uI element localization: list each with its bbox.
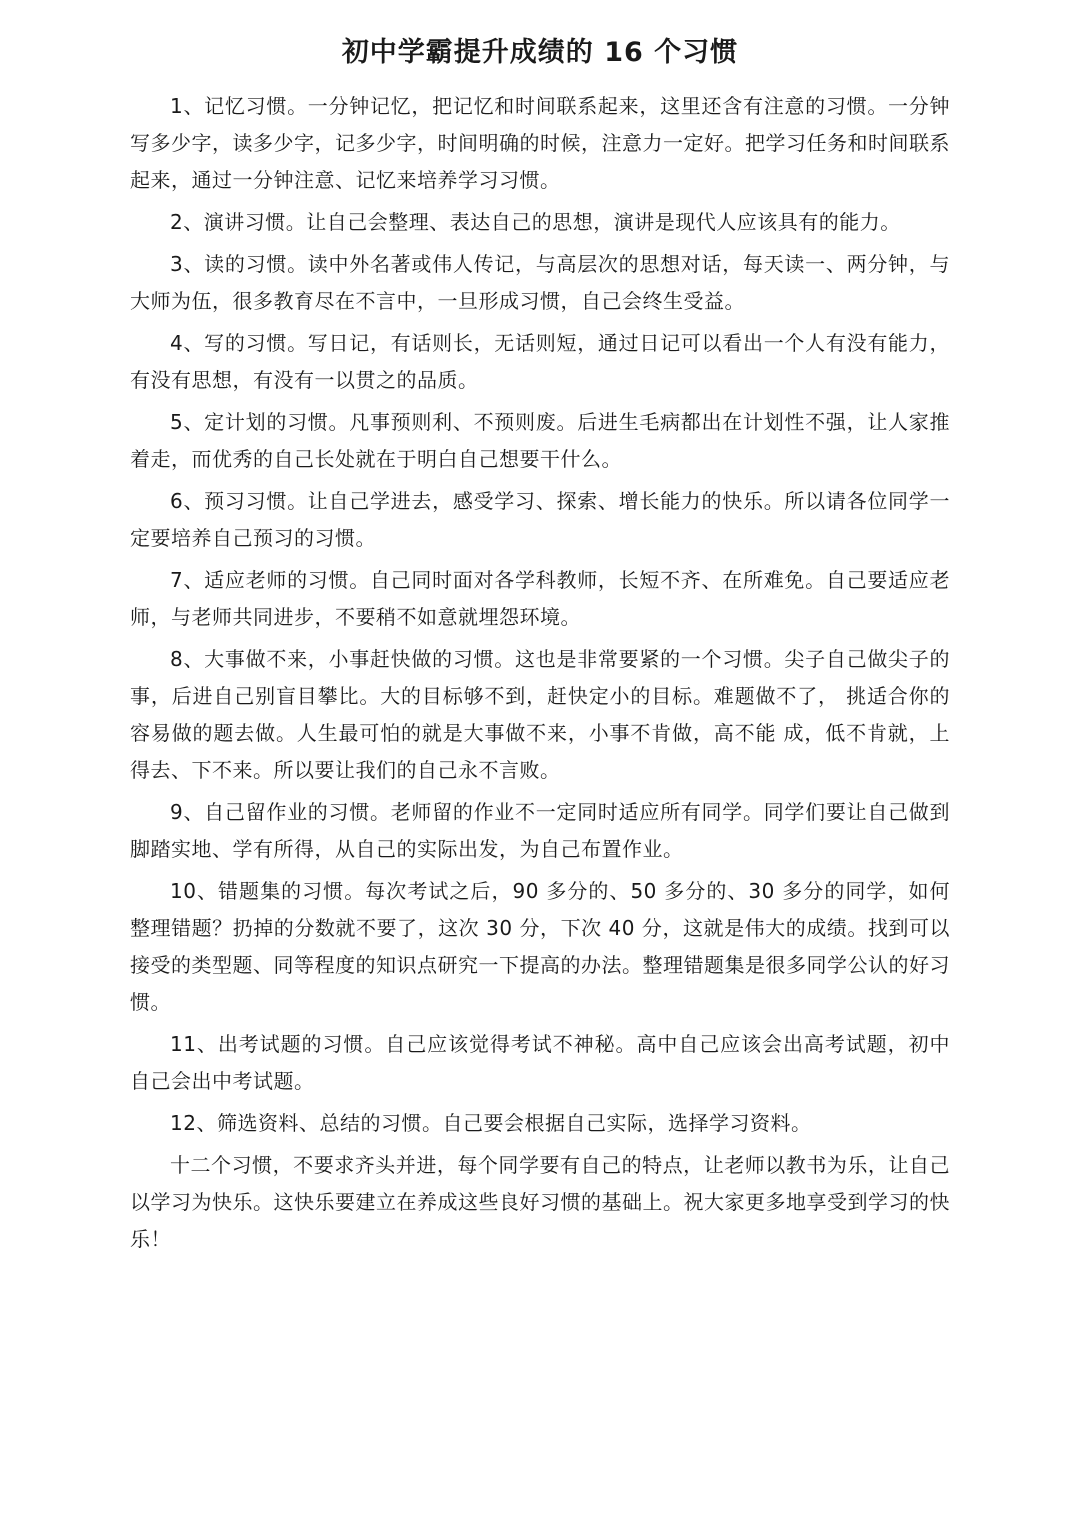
paragraph-habit-8: 8、大事做不来，小事赶快做的习惯。这也是非常要紧的一个习惯。尖子自己做尖子的事，后进自己别盲目攀比。大的目标够不到，赶快定小的目标。难题做不了， 挑适合你的容易做的题去做。人生最可怕的就是大事做不来，小事不肯做，高不能 成，低不肯就，上得去、下不来。所以要让我们的自己永不言败。 [130,647,950,782]
document-title: 初中学霸提升成绩的 16 个习惯 [341,37,739,68]
paragraph-habit-9: 9、自己留作业的习惯。老师留的作业不一定同时适应所有同学。同学们要让自己做到脚踏实地、学有所得，从自己的实际出发，为自己布置作业。 [130,800,950,861]
paragraph-habit-2: 2、演讲习惯。让自己会整理、表达自己的思想，演讲是现代人应该具有的能力。 [170,210,901,234]
paragraph-habit-6: 6、预习习惯。让自己学进去，感受学习、探索、增长能力的快乐。所以请各位同学一定要培养自己预习的习惯。 [130,489,950,550]
paragraph-habit-12: 12、筛选资料、总结的习惯。自己要会根据自己实际，选择学习资料。 [170,1111,812,1135]
document-body [130,88,950,1258]
paragraph-habit-3: 3、读的习惯。读中外名著或伟人传记，与高层次的思想对话，每天读一、两分钟，与大师为伍，很多教育尽在不言中，一旦形成习惯，自己会终生受益。 [130,252,950,313]
paragraph-habit-11: 11、出考试题的习惯。自己应该觉得考试不神秘。高中自己应该会出高考试题，初中自己会出中考试题。 [130,1032,950,1093]
paragraph-habit-10: 10、错题集的习惯。每次考试之后，90 多分的、50 多分的、30 多分的同学，如何整理错题？扔掉的分数就不要了，这次 30 分，下次 40 分，这就是伟大的成绩。找到可以接受的类型题、同等程度的知识点研究一下提高的办法。整理错题集是很多同学公认的好习惯。 [130,879,950,1014]
paragraph-habit-4: 4、写的习惯。写日记，有话则长，无话则短，通过日记可以看出一个人有没有能力，有没有思想，有没有一以贯之的品质。 [130,331,950,392]
paragraph-habit-7: 7、适应老师的习惯。自己同时面对各学科教师，长短不齐、在所难免。自己要适应老师，与老师共同进步，不要稍不如意就埋怨环境。 [130,568,950,629]
paragraph-conclusion: 十二个习惯，不要求齐头并进，每个同学要有自己的特点，让老师以教书为乐，让自己以学习为快乐。这快乐要建立在养成这些良好习惯的基础上。祝大家更多地享受到学习的快乐！ [130,1153,950,1251]
paragraph-habit-5: 5、定计划的习惯。凡事预则利、不预则废。后进生毛病都出在计划性不强，让人家推着走，而优秀的自己长处就在于明白自己想要干什么。 [130,410,950,471]
paragraph-habit-1: 1、记忆习惯。一分钟记忆，把记忆和时间联系起来，这里还含有注意的习惯。一分钟写多少字，读多少字，记多少字，时间明确的时候，注意力一定好。把学习任务和时间联系起来，通过一分钟注意、记忆来培养学习习惯。 [130,94,950,192]
